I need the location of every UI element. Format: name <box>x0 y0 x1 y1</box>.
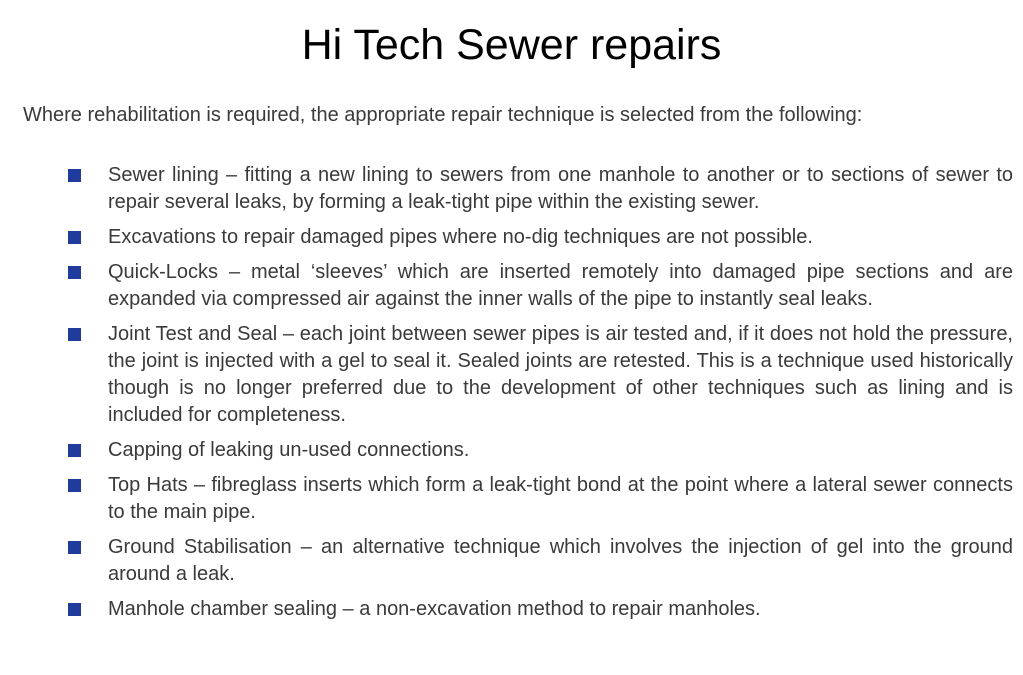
list-item <box>68 321 1013 429</box>
list-item <box>68 259 1013 313</box>
square-bullet-icon <box>68 169 81 182</box>
list-item <box>68 437 1013 464</box>
list-item <box>68 224 1013 251</box>
square-bullet-icon <box>68 444 81 457</box>
list-item-text: Ground Stabilisation – an alternative technique which involves the injection of gel into the ground around a leak. <box>108 536 1013 585</box>
list-item-text: Quick-Locks – metal ‘sleeves’ which are inserted remotely into damaged pipe sections and are expanded via compressed air against the inner walls of the pipe to instantly seal leaks. <box>108 261 1013 310</box>
list-item-text: Sewer lining – fitting a new lining to sewers from one manhole to another or to sections of sewer to repair several leaks, by forming a leak-tight pipe within the existing sewer. <box>108 164 1013 213</box>
list-item <box>68 534 1013 588</box>
square-bullet-icon <box>68 328 81 341</box>
list-item-text: Joint Test and Seal – each joint between sewer pipes is air tested and, if it does not hold the pressure, the joint is injected with a gel to seal it. Sealed joints are retested. This is a technique used historically though is no longer preferred due to the development of other techniques such as lining and is included for completeness. <box>108 323 1013 426</box>
slide-title: Hi Tech Sewer repairs <box>301 21 722 69</box>
list-item <box>68 162 1013 216</box>
square-bullet-icon <box>68 266 81 279</box>
list-item-text: Capping of leaking un-used connections. <box>108 439 470 461</box>
repair-technique-list <box>68 162 1013 631</box>
list-item <box>68 596 1013 623</box>
list-item <box>68 472 1013 526</box>
square-bullet-icon <box>68 231 81 244</box>
intro-text: Where rehabilitation is required, the appropriate repair technique is selected from the following: <box>23 104 863 126</box>
square-bullet-icon <box>68 603 81 616</box>
list-item-text: Top Hats – fibreglass inserts which form a leak-tight bond at the point where a lateral sewer connects to the main pipe. <box>108 474 1013 523</box>
square-bullet-icon <box>68 479 81 492</box>
list-item-text: Manhole chamber sealing – a non-excavation method to repair manholes. <box>108 598 761 620</box>
list-item-text: Excavations to repair damaged pipes where no-dig techniques are not possible. <box>108 226 813 248</box>
square-bullet-icon <box>68 541 81 554</box>
